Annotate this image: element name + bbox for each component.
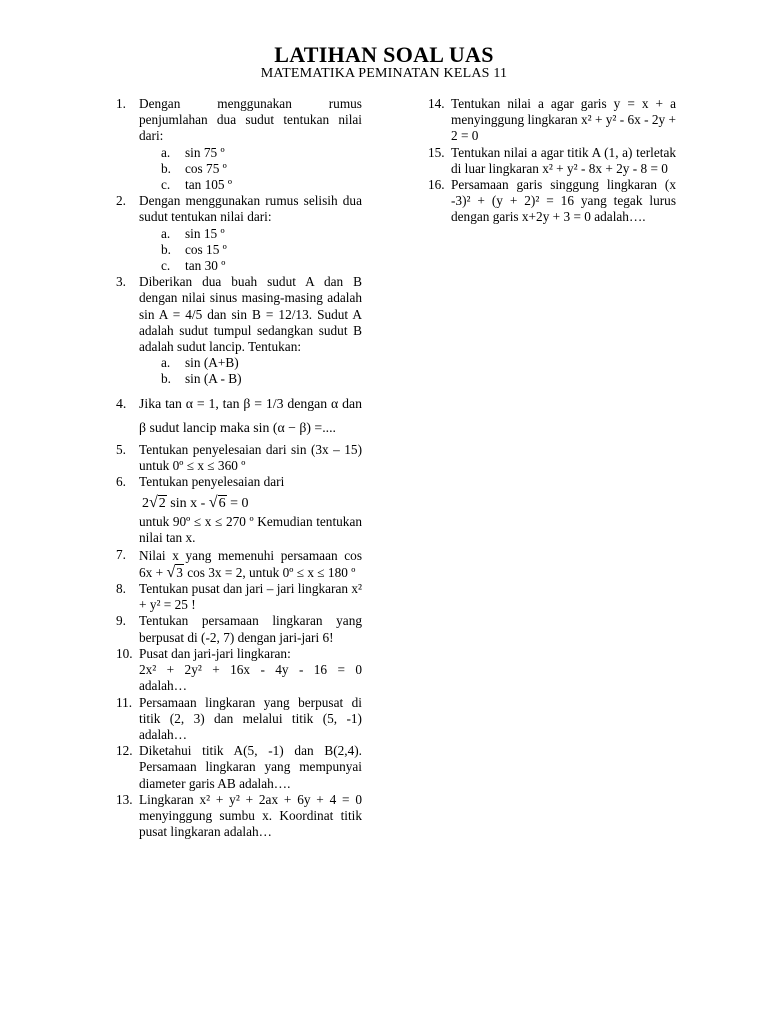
question-text: Jika tan α = 1, tan β = 1/3 dengan α dan β sudut lancip maka sin (α − β) =.... [139,395,362,435]
sqrt-symbol: √6 [208,494,226,512]
question-number: 1. [116,96,126,111]
question-number: 16. [428,177,445,193]
question-14 [428,96,676,145]
question-text-2: adalah… [139,678,187,694]
question-number: 4. [116,395,127,411]
question-15 [428,145,676,177]
question-text: Tentukan penyelesaian dari [139,474,285,490]
question-11 [116,695,362,744]
eq-part: cos 3x = 2, untuk 0º ≤ x ≤ 180 º [183,564,356,580]
question-text: Tentukan penyelesaian dari sin (3x – 15) untuk 0º ≤ x ≤ 360 º [139,441,362,473]
question-column-left [116,96,362,840]
sub-letter: c. [161,258,171,274]
question-number: 3. [116,274,126,290]
sqrt-symbol: √2 [149,494,166,512]
question-7 [116,547,362,581]
sub-item [161,371,362,387]
question-12 [116,743,362,792]
question-text: Tentukan nilai a agar titik A (1, a) terletak di luar lingkaran x² + y² - 8x + 2y - 8 = 0 [451,144,676,176]
sub-text: tan 30 º [185,258,226,274]
question-text: Persamaan lingkaran yang berpusat di titik (2, 3) dan melalui titik (5, -1) adalah… [139,694,362,742]
question-9 [116,613,362,645]
question-column-right [428,96,676,226]
eq-part: = 0 [226,496,249,512]
question-1 [116,96,362,193]
sqrt-symbol: √3 [166,563,183,581]
question-number: 2. [116,193,126,209]
sub-text: cos 15 º [185,241,227,257]
question-text: Tentukan pusat dan jari – jari lingkaran x² + y² = 25 ! [139,581,362,613]
sub-text: cos 75 º [185,160,227,176]
question-8 [116,581,362,613]
question-13 [116,792,362,841]
question-number: 13. [116,791,133,807]
sub-letter: a. [161,144,171,160]
eq-part: 2 [142,496,149,512]
question-number: 6. [116,474,126,490]
sub-text: sin (A - B) [185,371,242,387]
question-text-2: untuk 90º ≤ x ≤ 270 º Kemudian tentukan nilai tan x. [139,514,362,546]
question-text: Diketahui titik A(5, -1) dan B(2,4). Persamaan lingkaran yang mempunyai diameter garis AB adalah…. [139,743,362,791]
question-text: Pusat dan jari-jari lingkaran: [139,645,291,661]
sub-item [161,161,362,177]
question-number: 8. [116,581,126,597]
sub-letter: a. [161,355,171,371]
question-text: Diberikan dua buah sudut A dan B dengan nilai sinus masing-masing adalah sin A = 4/5 dan sin B = 12/13. Sudut A adalah sudut tumpul sedangkan sudut B adalah sudut lancip. Tentukan: [139,274,362,355]
sub-item [161,226,362,242]
question-text: Persamaan garis singgung lingkaran (x -3)² + (y + 2)² = 16 yang tegak lurus dengan garis x+2y + 3 = 0 adalah…. [451,177,676,225]
question-number: 15. [428,144,445,160]
question-2 [116,193,362,274]
equation: 2x² + 2y² + 16x - 4y - 16 = 0 [139,662,362,678]
eq-part: sin x - [166,496,209,512]
question-number: 5. [116,441,126,457]
sub-text: sin 15 º [185,225,225,241]
sub-text: sin 75 º [185,144,225,160]
equation [142,493,362,513]
sub-item [161,258,362,274]
page-title: LATIHAN SOAL UAS [274,42,494,67]
question-16 [428,177,676,226]
sub-letter: b. [161,371,171,387]
sub-item [161,177,362,193]
sub-item [161,145,362,161]
question-5 [116,442,362,474]
eq-part: cos 6x + [139,547,362,580]
sub-item [161,242,362,258]
sub-letter: b. [161,241,171,257]
question-number: 7. [116,546,126,562]
question-number: 10. [116,645,133,661]
question-number: 11. [116,694,133,710]
question-text: Tentukan persamaan lingkaran yang berpusat di (-2, 7) dengan jari-jari 6! [139,613,362,645]
question-number: 12. [116,743,133,759]
question-4 [116,392,362,440]
eq-radicand: 6 [218,496,226,512]
sub-text: tan 105 º [185,177,232,193]
sub-letter: a. [161,225,171,241]
page-subtitle: MATEMATIKA PEMINATAN KELAS 11 [260,66,508,81]
sub-text: sin (A+B) [185,355,239,371]
question-3 [116,274,362,387]
eq-radicand: 3 [176,564,183,580]
sub-item [161,355,362,371]
question-text: Dengan menggunakan rumus penjumlahan dua sudut tentukan nilai dari: [139,96,362,144]
eq-radicand: 2 [158,496,166,512]
sub-letter: b. [161,160,171,176]
question-text: Dengan menggunakan rumus selisih dua sudut tentukan nilai dari: [139,193,362,225]
question-text: Nilai x yang memenuhi persamaan [139,547,338,563]
question-number: 14. [428,96,445,111]
sub-letter: c. [161,177,171,193]
question-6 [116,474,362,547]
question-text: Tentukan nilai a agar garis y = x + a menyinggung lingkaran x² + y² - 6x - 2y + 2 = 0 [451,96,676,144]
question-10 [116,646,362,695]
question-text: Lingkaran x² + y² + 2ax + 6y + 4 = 0 menyinggung sumbu x. Koordinat titik pusat lingkaran adalah… [139,791,362,840]
question-number: 9. [116,613,126,629]
